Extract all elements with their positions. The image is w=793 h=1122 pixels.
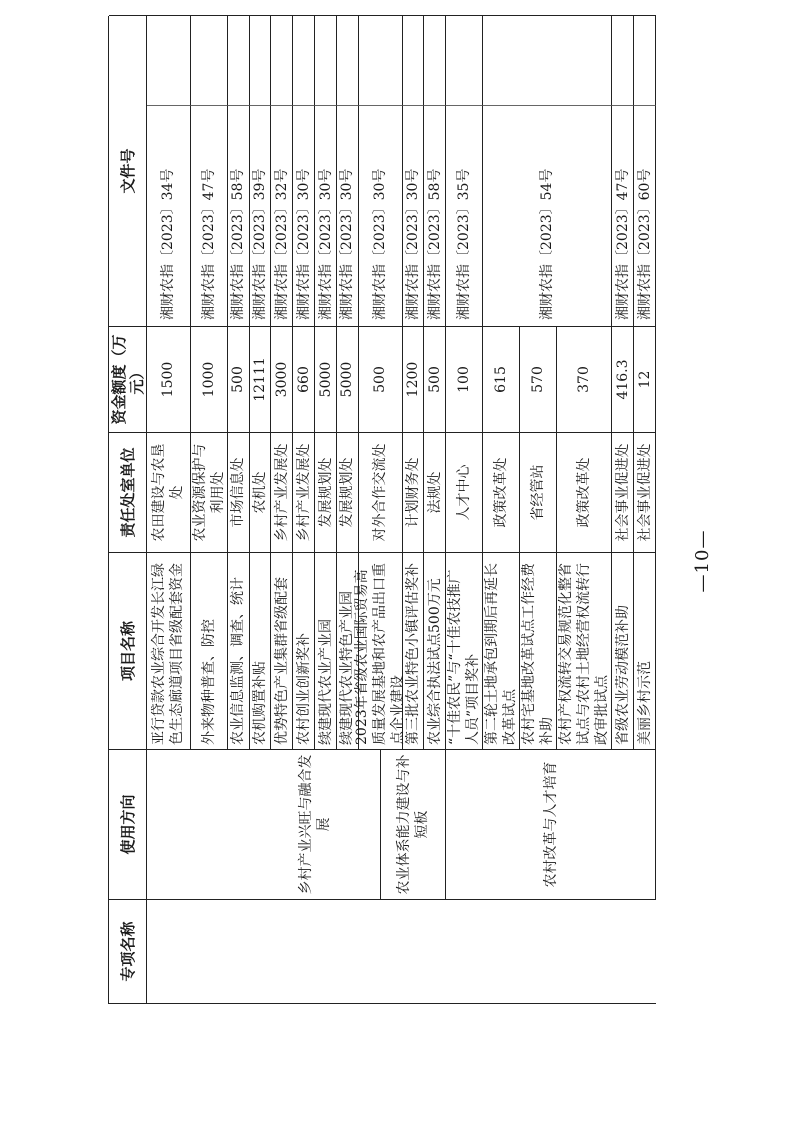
dept-cell: 农田建设与农垦处: [147, 432, 191, 552]
direction-cell: 农村改革与人才培育: [446, 749, 656, 899]
amount-cell: 12111: [250, 326, 272, 432]
project-cell: 续建现代农业特色产业园: [337, 552, 359, 749]
doc-cell: 湘财农指〔2023〕54号: [483, 105, 612, 326]
project-cell: 农村宅基地改革试点工作经费补助: [520, 552, 557, 749]
amount-cell: 100: [446, 326, 483, 432]
doc-cell: 湘财农指〔2023〕30号: [315, 105, 337, 326]
direction-cell: 农业体系能力建设与补短板: [381, 749, 447, 899]
doc-cell: 湘财农指〔2023〕39号: [250, 105, 272, 326]
amount-cell: 416.3: [612, 326, 634, 432]
blank-cell: [271, 15, 293, 105]
amount-cell: 1200: [403, 326, 425, 432]
blank-cell: [403, 15, 425, 105]
dept-cell: 农业资源保护与利用处: [191, 432, 228, 552]
blank-cell: [315, 15, 337, 105]
project-cell: 优势特色产业集群省级配套: [271, 552, 293, 749]
doc-cell: 湘财农指〔2023〕58号: [228, 105, 250, 326]
header-special: 专项名称: [109, 899, 147, 1003]
doc-cell: 湘财农指〔2023〕35号: [446, 105, 483, 326]
header-project: 项目名称: [109, 552, 147, 749]
doc-cell: 湘财农指〔2023〕30号: [293, 105, 315, 326]
project-cell: 第二轮土地承包到期后再延长改革试点: [483, 552, 520, 749]
amount-cell: 1500: [147, 326, 191, 432]
direction-cell-continued: [147, 749, 250, 899]
project-cell: 农村产权流转交易规范化整省试点与农村土地经营权流转行政审批试点: [557, 552, 612, 749]
project-cell: 农业综合执法试点500万元: [424, 552, 446, 749]
amount-cell: 370: [557, 326, 612, 432]
project-cell: 第三批农业特色小镇评估奖补: [403, 552, 425, 749]
dept-cell: 发展规划处: [315, 432, 337, 552]
dept-cell: 乡村产业发展处: [293, 432, 315, 552]
blank-cell: [293, 15, 315, 105]
amount-cell: 500: [424, 326, 446, 432]
dept-cell: 乡村产业发展处: [271, 432, 293, 552]
amount-cell: 1000: [191, 326, 228, 432]
special-cell: [147, 899, 656, 1003]
dept-cell: 对外合作交流处: [359, 432, 403, 552]
dept-cell: 发展规划处: [337, 432, 359, 552]
project-cell: 外来物种普查、防控: [191, 552, 228, 749]
amount-cell: 3000: [271, 326, 293, 432]
blank-cell: [634, 15, 656, 105]
doc-cell: 湘财农指〔2023〕30号: [403, 105, 425, 326]
doc-cell: 湘财农指〔2023〕30号: [337, 105, 359, 326]
project-cell: 美丽乡村示范: [634, 552, 656, 749]
blank-cell: [424, 15, 446, 105]
dept-cell: 市场信息处: [228, 432, 250, 552]
amount-cell: 12: [634, 326, 656, 432]
dept-cell: 省经管站: [520, 432, 557, 552]
doc-cell: 湘财农指〔2023〕60号: [634, 105, 656, 326]
project-cell: 省级农业劳动模范补助: [612, 552, 634, 749]
doc-cell: 湘财农指〔2023〕47号: [191, 105, 228, 326]
blank-cell: [191, 15, 228, 105]
dept-cell: 农机处: [250, 432, 272, 552]
blank-cell: [228, 15, 250, 105]
project-cell: 农村创业创新奖补: [293, 552, 315, 749]
doc-cell: 湘财农指〔2023〕34号: [147, 105, 191, 326]
blank-cell: [250, 15, 272, 105]
project-cell: “十佳农民”与“十佳农技推广人员”项目奖补: [446, 552, 483, 749]
dept-cell: 政策改革处: [557, 432, 612, 552]
doc-cell: 湘财农指〔2023〕32号: [271, 105, 293, 326]
amount-cell: 660: [293, 326, 315, 432]
page-number: —10—: [692, 529, 713, 593]
blank-cell: [147, 15, 191, 105]
amount-cell: 5000: [315, 326, 337, 432]
header-amount: 资金额度（万元）: [109, 326, 147, 432]
project-cell: 农业信息监测、调查、统计: [228, 552, 250, 749]
dept-cell: 法规处: [424, 432, 446, 552]
blank-cell: [446, 15, 483, 105]
dept-cell: 计划财务处: [403, 432, 425, 552]
direction-cell: 乡村产业兴旺与融合发展: [250, 749, 381, 899]
blank-cell: [483, 15, 612, 105]
project-cell: 续建现代农业产业园: [315, 552, 337, 749]
header-dept: 责任处室单位: [109, 432, 147, 552]
amount-cell: 500: [359, 326, 403, 432]
dept-cell: 社会事业促进处: [612, 432, 634, 552]
amount-cell: 500: [228, 326, 250, 432]
dept-cell: 人才中心: [446, 432, 483, 552]
allocation-table: [108, 16, 656, 1004]
project-cell: 亚行贷款农业综合开发长江绿色生态廊道项目省级配套资金: [147, 552, 191, 749]
dept-cell: 社会事业促进处: [634, 432, 656, 552]
doc-cell: 湘财农指〔2023〕30号: [359, 105, 403, 326]
project-cell: 2023年省级农业国际贸易高质量发展基地和农产品出口重点企业建设: [359, 552, 403, 749]
doc-cell: 湘财农指〔2023〕58号: [424, 105, 446, 326]
doc-cell: 湘财农指〔2023〕47号: [612, 105, 634, 326]
blank-cell: [337, 15, 359, 105]
project-cell: 农机购置补贴: [250, 552, 272, 749]
header-doc: 文件号: [109, 15, 147, 326]
dept-cell: 政策改革处: [483, 432, 520, 552]
amount-cell: 5000: [337, 326, 359, 432]
header-direction: 使用方向: [109, 749, 147, 899]
blank-cell: [612, 15, 634, 105]
amount-cell: 570: [520, 326, 557, 432]
amount-cell: 615: [483, 326, 520, 432]
blank-cell: [359, 15, 403, 105]
